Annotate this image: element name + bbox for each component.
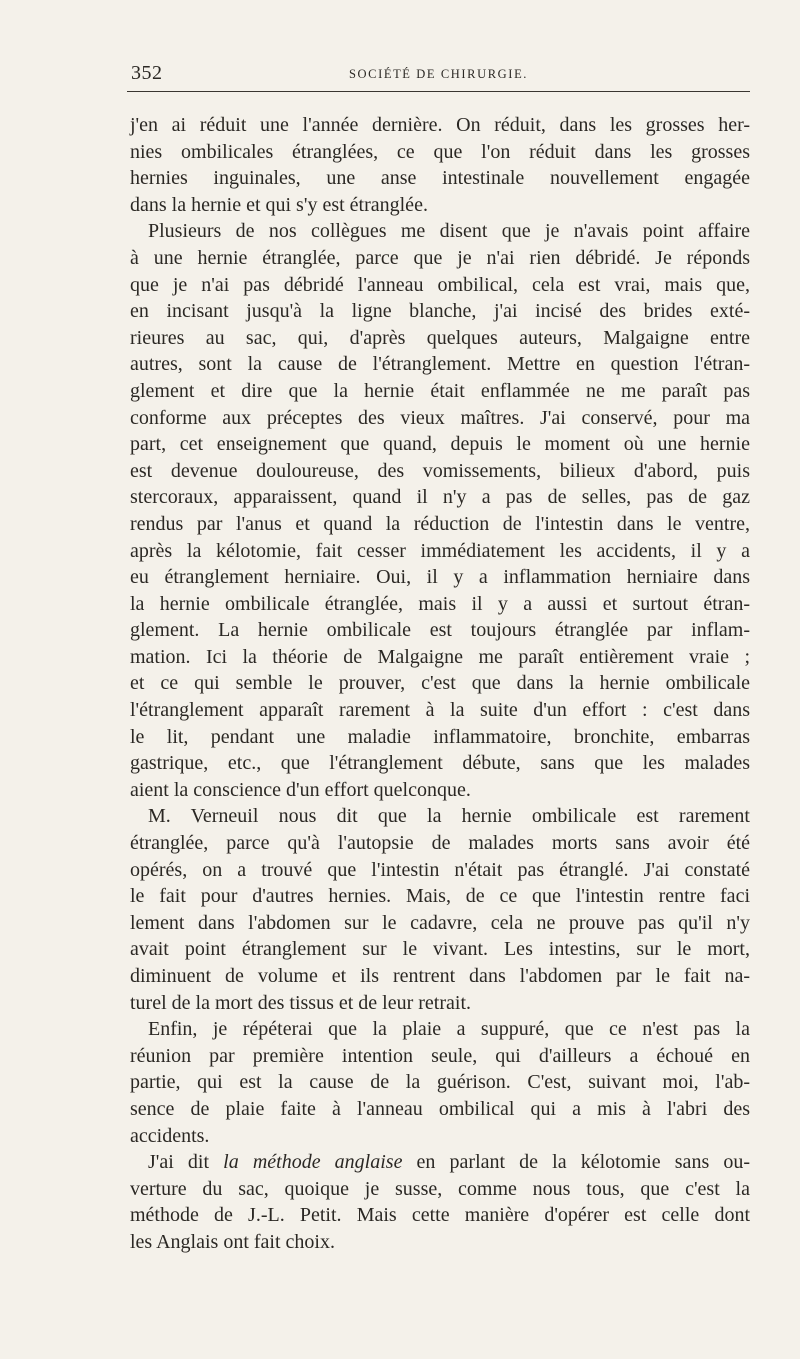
text-line: rendus par l'anus et quand la réduction de l'intestin dans le ventre, (130, 512, 750, 535)
text-line: eu étranglement herniaire. Oui, il y a inflammation herniaire dans (130, 566, 750, 589)
text-line: j'en ai réduit une l'année dernière. On réduit, dans les grosses her- (130, 114, 750, 136)
text-line: partie, qui est la cause de la guérison. C'est, suivant moi, l'ab- (130, 1071, 750, 1094)
italic-phrase: la méthode anglaise (223, 1151, 403, 1174)
text-line: opérés, on a trouvé que l'intestin n'était pas étranglé. J'ai constaté (130, 858, 750, 881)
text-line: hernies inguinales, une anse intestinale nouvellement engagée (130, 167, 750, 190)
text-run: J'ai dit (148, 1151, 224, 1174)
paragraph-first-line: Plusieurs de nos collègues me disent que je n'avais point affaire (148, 220, 750, 243)
text-line: avait point étranglement sur le vivant. Les intestins, sur le mort, (130, 938, 750, 961)
text-line: aient la conscience d'un effort quelconque. (130, 778, 471, 801)
text-line: l'étranglement apparaît rarement à la suite d'un effort : c'est dans (130, 699, 750, 722)
text-line: et ce qui semble le prouver, c'est que dans la hernie ombilicale (130, 672, 750, 695)
text-line: turel de la mort des tissus et de leur retrait. (130, 991, 472, 1014)
text-line: rieures au sac, qui, d'après quelques auteurs, Malgaigne entre (130, 326, 750, 349)
page-number: 352 (131, 62, 163, 84)
text-line: lement dans l'abdomen sur le cadavre, cela ne prouve pas qu'il n'y (130, 911, 750, 934)
paragraph-first-line: Enfin, je répéterai que la plaie a suppuré, que ce n'est pas la (148, 1018, 750, 1041)
page-header (127, 55, 750, 92)
text-line: glement. La hernie ombilicale est toujours étranglée par inflam- (130, 619, 750, 642)
text-line: glement et dire que la hernie était enflammée ne me paraît pas (130, 379, 750, 402)
text-line: en incisant jusqu'à la ligne blanche, j'ai incisé des brides exté- (130, 300, 750, 323)
text-line: le fait pour d'autres hernies. Mais, de ce que l'intestin rentre faci (130, 885, 750, 908)
text-line: mation. Ici la théorie de Malgaigne me paraît entièrement vraie ; (130, 645, 750, 668)
text-line: que je n'ai pas débridé l'anneau ombilical, cela est vrai, mais que, (130, 273, 750, 296)
text-line: dans la hernie et qui s'y est étranglée. (130, 193, 428, 216)
text-line: réunion par première intention seule, qui d'ailleurs a échoué en (130, 1044, 750, 1067)
text-line: autres, sont la cause de l'étranglement. Mettre en question l'étran- (130, 353, 750, 376)
text-line: le lit, pendant une maladie inflammatoire, bronchite, embarras (130, 725, 750, 748)
text-line: accidents. (130, 1124, 210, 1147)
text-line: à une hernie étranglée, parce que je n'ai rien débridé. Je réponds (130, 246, 750, 269)
paragraph-first-line: M. Verneuil nous dit que la hernie ombilicale est rarement (148, 805, 750, 828)
text-line: étranglée, parce qu'à l'autopsie de malades morts sans avoir été (130, 832, 750, 855)
running-head: SOCIÉTÉ DE CHIRURGIE. (348, 67, 529, 81)
text-line: part, cet enseignement que quand, depuis le moment où une hernie (130, 433, 750, 456)
text-line: sence de plaie faite à l'anneau ombilical qui a mis à l'abri des (130, 1097, 750, 1120)
text-run: en parlant de la kélotomie sans ou- (402, 1151, 750, 1174)
body-text (130, 112, 750, 1256)
text-line: diminuent de volume et ils rentrent dans l'abdomen par le fait na- (130, 965, 750, 987)
text-line: nies ombilicales étranglées, ce que l'on réduit dans les grosses (130, 140, 750, 163)
text-line: gastrique, etc., que l'étranglement débute, sans que les malades (130, 752, 750, 775)
paragraph-first-line (130, 1149, 750, 1176)
text-line: méthode de J.-L. Petit. Mais cette manière d'opérer est celle dont (130, 1204, 750, 1227)
text-line: verture du sac, quoique je susse, comme nous tous, que c'est la (130, 1177, 750, 1200)
text-line: la hernie ombilicale étranglée, mais il y a aussi et surtout étran- (130, 592, 750, 615)
text-line: est devenue douloureuse, des vomissements, bilieux d'abord, puis (130, 459, 750, 482)
text-line: après la kélotomie, fait cesser immédiatement les accidents, il y a (130, 539, 750, 562)
text-line: les Anglais ont fait choix. (130, 1230, 335, 1253)
text-line: conforme aux préceptes des vieux maîtres. J'ai conservé, pour ma (130, 406, 750, 429)
text-line: stercoraux, apparaissent, quand il n'y a pas de selles, pas de gaz (130, 486, 750, 509)
